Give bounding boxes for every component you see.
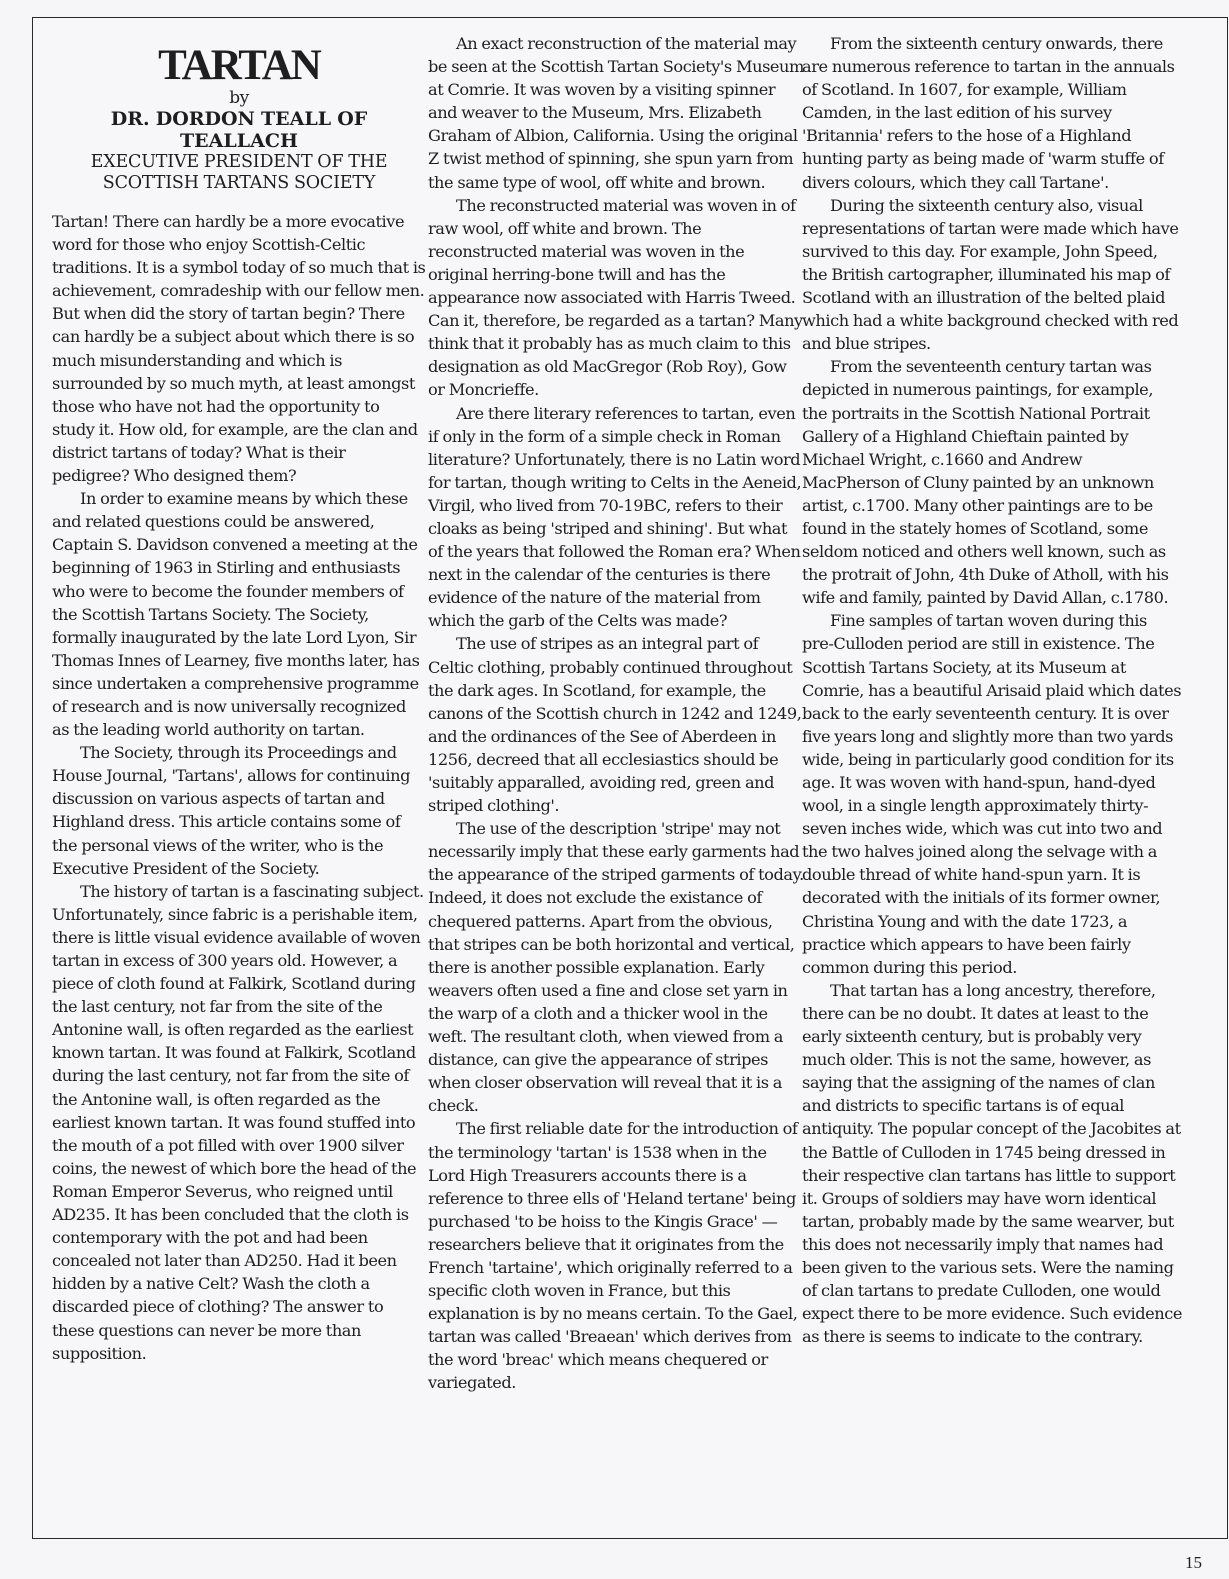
paragraph: In order to examine means by which these and related questions could be answered, Captain S. Davidson convened a meeting at the beginning of 1963 in Stirling and enthusiasts who were to become the founder members of the Scottish Tartans Society. The Society, formally inaugurated by the late Lord Lyon, Sir Thomas Innes of Learney, five months later, has since undertaken a comprehensive programme of research and is now universally recognized as the leading world authority on tartan.	[52, 489, 420, 740]
article-title: TARTAN	[158, 42, 320, 89]
paragraph: From the seventeenth century tartan was depicted in numerous paintings, for example, the portraits in the Scottish National Portrait Gallery of a Highland Chieftain painted by Michael Wright, c.1660 and Andrew MacPherson of Cluny painted by an unknown artist, c.1700. Many other paintings are to be found in the stately homes of Scotland, some seldom noticed and others well known, such as the protrait of John, 4th Duke of Atholl, with his wife and family, painted by David Allan, c.1780.	[802, 357, 1169, 608]
paragraph: Tartan! There can hardly be a more evocative word for those who enjoy Scottish-Celtic traditions. It is a symbol today of so much that is achievement, comradeship with our fellow men. But when did the story of tartan begin? There can hardly be a subject about which there is so much misunderstanding and which is surrounded by so much myth, at least amongst those who have not had the opportunity to study it. How old, for example, are the clan and district tartans of today? What is their pedigree? Who designed them?	[52, 212, 426, 486]
paragraph: The first reliable date for the introduction of the terminology 'tartan' is 1538 when in the Lord High Treasurers accounts there is a reference to three ells of 'Heland tertane' being purchased 'to be hoiss to the Kingis Grace' — researchers believe that it originates from the French 'tartaine', which originally referred to a specific cloth woven in France, but this explanation is by no means certain. To the Gael, tartan was called 'Breaean' which derives from the word 'breac' which means chequered or variegated.	[428, 1119, 798, 1393]
byline: by	[229, 88, 249, 108]
paragraph: The history of tartan is a fascinating subject. Unfortunately, since fabric is a perishable item, there is little visual evidence available of woven tartan in excess of 300 years old. However, a piece of cloth found at Falkirk, Scotland during the last century, not far from the site of the Antonine wall, is often regarded as the earliest known tartan. It was found at Falkirk, Scotland during the last century, not far from the site of the Antonine wall, is often regarded as the earliest known tartan. It was found stuffed into the mouth of a pot filled with over 1900 silver coins, the newest of which bore the head of the Roman Emperor Severus, who reigned until AD235. It has been concluded that the cloth is contemporary with the pot and had been concealed not later than AD250. Had it been hidden by a native Celt? Wash the cloth a discarded piece of clothing? The answer to these questions can never be more than supposition.	[52, 881, 424, 1363]
paragraph: The use of stripes as an integral part of Celtic clothing, probably continued throughout the dark ages. In Scotland, for example, the canons of the Scottish church in 1242 and 1249, and the ordinances of the See of Aberdeen in 1256, decreed that all ecclesiastics should be 'suitably apparalled, avoiding red, green and striped clothing'.	[428, 634, 802, 816]
paragraph: The use of the description 'stripe' may not necessarily imply that these early garments had the appearance of the striped garments of today. Indeed, it does not exclude the existance of chequered patterns. Apart from the obvious, that stripes can be both horizontal and vertical, there is another possible explanation. Early weavers often used a fine and close set yarn in the warp of a cloth and a thicker wool in the weft. The resultant cloth, when viewed from a distance, can give the appearance of stripes when closer observation will reveal that it is a check.	[428, 819, 804, 1116]
paragraph: During the sixteenth century also, visual representations of tartan were made which have survived to this day. For example, John Speed, the British cartographer, illuminated his map of Scotland with an illustration of the belted plaid which had a white background checked with red and blue stripes.	[802, 195, 1179, 354]
paragraph: Are there literary references to tartan, even if only in the form of a simple check in Roman literature? Unfortunately, there is no Latin word for tartan, though writing to Celts in the Aeneid, Virgil, who lived from 70-19BC, refers to their cloaks as being 'striped and shining'. But what of the years that followed the Roman era? When next in the calendar of the centuries is there evidence of the nature of the material from which the garb of the Celts was made?	[428, 403, 802, 631]
title-block	[52, 44, 426, 194]
column-3	[802, 32, 1182, 1348]
column-2	[428, 32, 806, 1395]
paragraph: That tartan has a long ancestry, therefore, there can be no doubt. It dates at least to the early sixteenth century, but is probably very much older. This is not the same, however, as saying that the assigning of the names of clan and districts to specific tartans is of equal antiquity. The popular concept of the Jacobites at the Battle of Culloden in 1745 being dressed in their respective clan tartans has little to support it. Groups of soldiers may have worn identical tartan, probably made by the same wearver, but this does not necessarily imply that names had been given to the various sets. Were the naming of clan tartans to predate Culloden, one would expect there to be more evidence. Such evidence as there is seems to indicate to the contrary.	[802, 980, 1183, 1347]
paragraph: From the sixteenth century onwards, there are numerous reference to tartan in the annuals of Scotland. In 1607, for example, William Camden, in the last edition of his survey 'Britannia' refers to the hose of a Highland hunting party as being made of 'warm stuffe of divers colours, which they call Tartane'.	[802, 34, 1175, 192]
page-frame	[32, 17, 1228, 1539]
page-number: 15	[1185, 1553, 1202, 1572]
author-role: EXECUTIVE PRESIDENT OF THE SCOTTISH TARTANS SOCIETY	[90, 152, 388, 193]
author-name: DR. DORDON TEALL OF TEALLACH	[110, 108, 368, 152]
paragraph: The Society, through its Proceedings and House Journal, 'Tartans', allows for continuing discussion on various aspects of tartan and Highland dress. This article contains some of the personal views of the writer, who is the Executive President of the Society.	[52, 743, 411, 878]
paragraph: Fine samples of tartan woven during this pre-Culloden period are still in existence. The Scottish Tartans Society, at its Museum at Comrie, has a beautiful Arisaid plaid which dates back to the early seventeenth century. It is over five years long and slightly more than two yards wide, being in particularly good condition for its age. It was woven with hand-spun, hand-dyed wool, in a single length approximately thirty-seven inches wide, which was cut into two and the two halves joined along the selvage with a double thread of white hand-spun yarn. It is decorated with the initials of its former owner, Christina Young and with the date 1723, a practice which appears to have been fairly common during this period.	[802, 611, 1182, 977]
paragraph: An exact reconstruction of the material may be seen at the Scottish Tartan Society's Museum at Comrie. It was woven by a visiting spinner and weaver to the Museum, Mrs. Elizabeth Graham of Albion, California. Using the original Z twist method of spinning, she spun yarn from the same type of wool, off white and brown.	[428, 34, 804, 192]
column-1	[52, 32, 426, 1365]
paragraph: The reconstructed material was woven in of raw wool, off white and brown. The reconstructed material was woven in the original herring-bone twill and has the appearance now associated with Harris Tweed. Can it, therefore, be regarded as a tartan? Many think that it probably has as much claim to this designation as old MacGregor (Rob Roy), Gow or Moncrieffe.	[428, 195, 803, 400]
